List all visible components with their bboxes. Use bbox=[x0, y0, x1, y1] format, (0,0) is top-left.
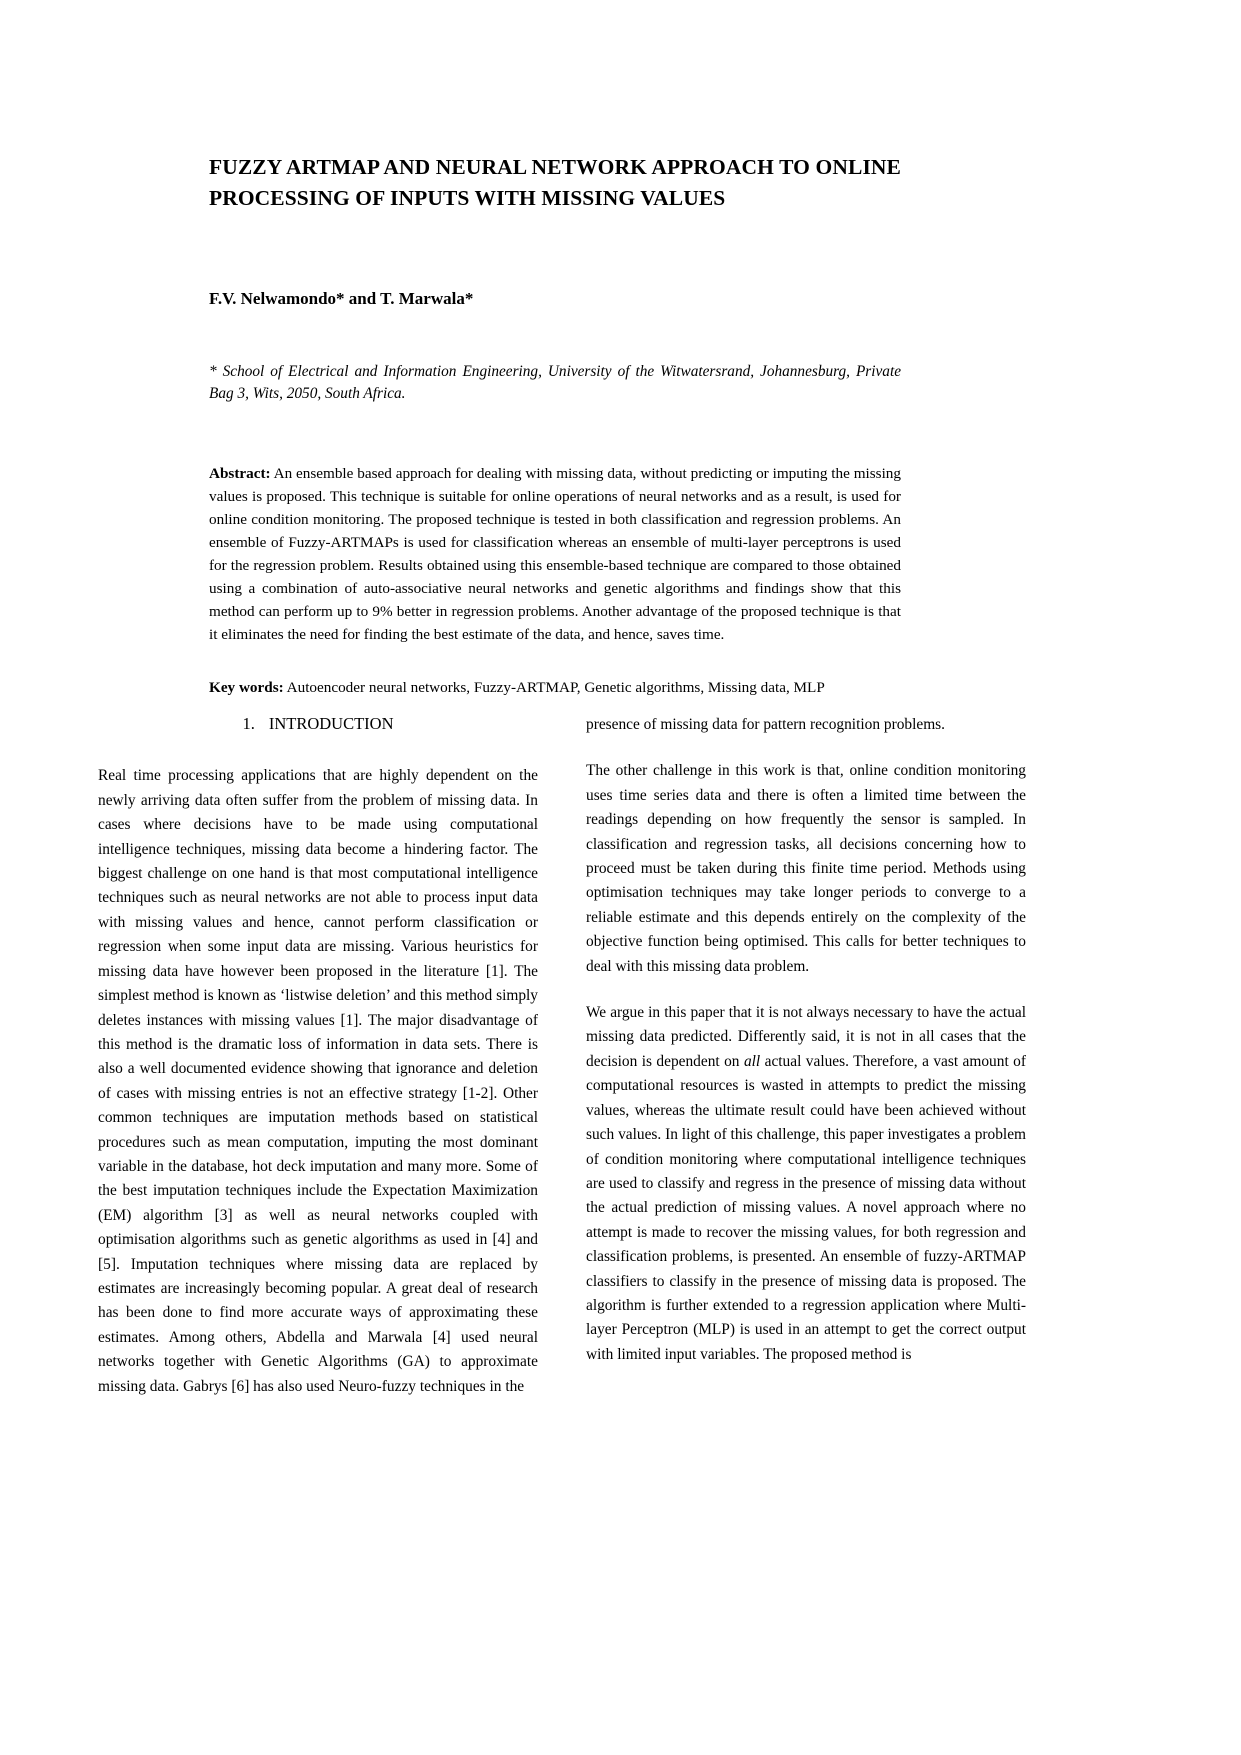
author-list: F.V. Nelwamondo* and T. Marwala* bbox=[209, 289, 474, 309]
front-matter bbox=[209, 152, 901, 700]
right-column bbox=[586, 713, 1026, 1399]
paragraph: presence of missing data for pattern recognition problems. bbox=[586, 716, 946, 733]
page-title: FUZZY ARTMAP AND NEURAL NETWORK APPROACH TO ONLINE PROCESSING OF INPUTS WITH MISSING VALUES bbox=[209, 155, 901, 210]
section-title: INTRODUCTION bbox=[268, 714, 394, 733]
abstract-label: Abstract: bbox=[209, 464, 271, 482]
section-heading-introduction bbox=[98, 713, 538, 734]
keywords-label: Key words: bbox=[209, 679, 284, 697]
affiliation-text: * School of Electrical and Information Engineering, University of the Witwatersrand, Johannesburg, Private Bag 3, Wits, 2050, South Africa. bbox=[209, 363, 901, 402]
section-number: 1. bbox=[242, 714, 255, 733]
abstract-block bbox=[209, 405, 901, 647]
paragraph: The other challenge in this work is that, online condition monitoring uses time series data and there is often a limited time between the readings depending on how frequently the sensor is sampled. In classification and regression tasks, all decisions concerning how to proceed must be taken during this finite time period. Methods using optimisation techniques may take longer periods to converge to a reliable estimate and this depends entirely on the complexity of the objective function being optimised. This calls for better techniques to deal with this missing data problem. bbox=[586, 762, 1026, 975]
paragraph: Real time processing applications that are highly dependent on the newly arriving data often suffer from the problem of missing data. In cases where decisions have to be made using computational intelligence techniques, missing data become a hindering factor. The biggest challenge on one hand is that most computational intelligence techniques such as neural networks are not able to process input data with missing values and hence, cannot perform classification or regression when some input data are missing. Various heuristics for missing data have however been proposed in the literature [1]. The simplest method is known as ‘listwise deletion’ and this method simply deletes instances with missing values [1]. The major disadvantage of this method is the dramatic loss of information in data sets. There is also a well documented evidence showing that ignorance and deletion of cases with missing entries is not an effective strategy [1-2]. Other common techniques are imputation methods based on statistical procedures such as mean computation, imputing the most dominant variable in the database, hot deck imputation and many more. Some of the best imputation techniques include the Expectation Maximization (EM) algorithm [3] as well as neural networks coupled with optimisation algorithms such as genetic algorithms as used in [4] and [5]. Imputation techniques where missing data are replaced by estimates are increasingly becoming popular. A great deal of research has been done to find more accurate ways of approximating these estimates. Among others, Abdella and Marwala [4] used neural networks together with Genetic Algorithms (GA) to approximate missing data. Gabrys [6] has also used Neuro-fuzzy techniques in the bbox=[98, 767, 538, 1395]
left-column bbox=[98, 713, 538, 1399]
paragraph: We argue in this paper that it is not always necessary to have the actual missing data predicted. Differently said, it is not in all cases that the decision is dependent on all actual values. Therefore, a vast amount of computational resources is wasted in attempts to predict the missing values, whereas the ultimate result could have been achieved without such values. In light of this challenge, this paper investigates a problem of condition monitoring where computational intelligence techniques are used to classify and regress in the presence of missing data without the actual prediction of missing values. A novel approach where no attempt is made to recover the missing values, for both regression and classification problems, is presented. An ensemble of fuzzy-ARTMAP classifiers to classify in the presence of missing data is proposed. The algorithm is further extended to a regression application where Multi-layer Perceptron (MLP) is used in an attempt to get the correct output with limited input variables. The proposed method is bbox=[586, 1004, 1026, 1363]
body-columns bbox=[98, 713, 1143, 1399]
keywords-text: Autoencoder neural networks, Fuzzy-ARTMAP, Genetic algorithms, Missing data, MLP bbox=[283, 679, 825, 697]
keywords-block bbox=[209, 646, 901, 700]
abstract-text: An ensemble based approach for dealing with missing data, without predicting or imputing the missing values is proposed. This technique is suitable for online operations of neural networks and as a result, is used for online condition monitoring. The proposed technique is tested in both classification and regression problems. An ensemble of Fuzzy-ARTMAPs is used for classification whereas an ensemble of multi-layer perceptrons is used for the regression problem. Results obtained using this ensemble-based technique are compared to those obtained using a combination of auto-associative neural networks and genetic algorithms and findings show that this method can perform up to 9% better in regression problems. Another advantage of the proposed technique is that it eliminates the need for finding the best estimate of the data, and hence, saves time. bbox=[209, 464, 901, 644]
